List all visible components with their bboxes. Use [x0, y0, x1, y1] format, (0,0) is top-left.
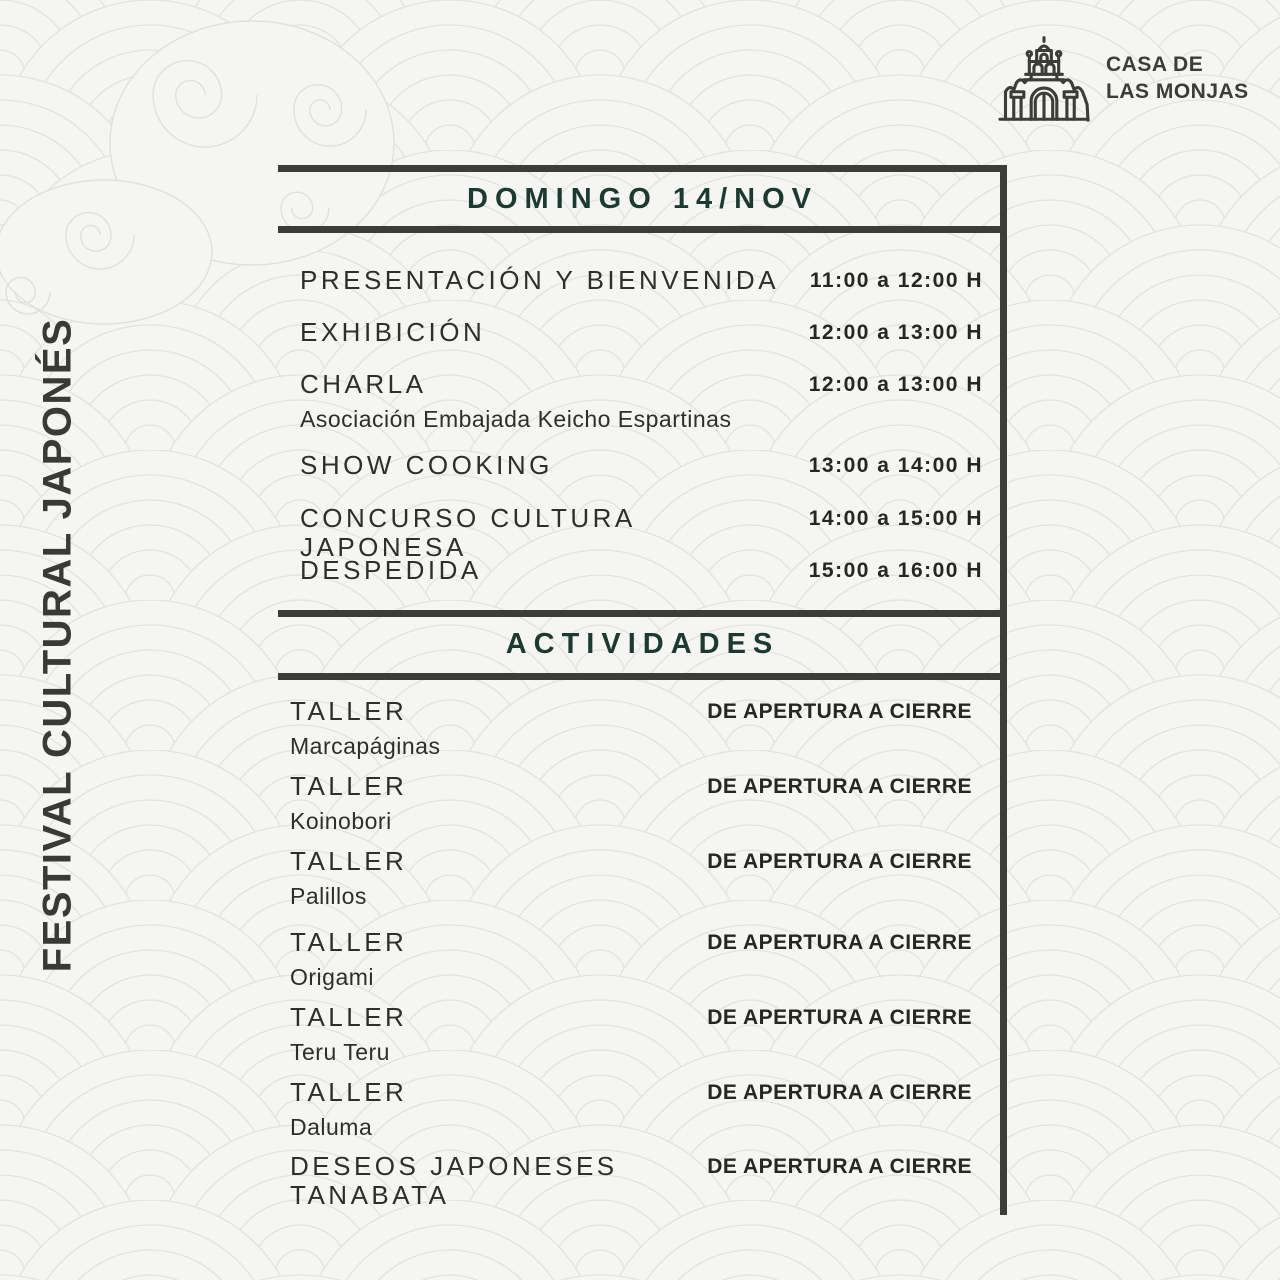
activity-subtitle: Origami [290, 963, 375, 990]
event-title: EXHIBICIÓN [300, 317, 486, 347]
activity-subtitle: Koinobori [290, 807, 392, 834]
activity-row-deseos-tanabata [290, 1152, 972, 1209]
event-time: 14:00 a 15:00 H [808, 507, 983, 530]
event-title: CONCURSO CULTURA JAPONESA [300, 503, 635, 562]
activity-title: TALLER [290, 771, 408, 801]
brand-name-line1: CASA DE [1106, 53, 1204, 76]
activity-time: DE APERTURA A CIERRE [707, 1081, 972, 1104]
event-title: SHOW COOKING [300, 450, 553, 480]
activity-time: DE APERTURA A CIERRE [707, 1006, 972, 1029]
activity-subtitle: Teru Teru [290, 1038, 390, 1065]
activity-row-daluma [290, 1078, 972, 1141]
activities-header-bottom-rule [278, 673, 1007, 680]
schedule-row-presentacion [300, 266, 983, 295]
activity-subtitle: Daluma [290, 1113, 373, 1140]
casa-de-las-monjas-building-icon [996, 34, 1092, 122]
activity-title: DESEOS JAPONESES TANABATA [290, 1151, 618, 1210]
schedule-row-charla [300, 370, 983, 433]
activity-title: TALLER [290, 1002, 408, 1032]
event-time: 12:00 a 13:00 H [808, 373, 983, 396]
schedule-header-top-rule [278, 165, 1007, 172]
activity-title: TALLER [290, 846, 408, 876]
schedule-row-concurso [300, 504, 983, 561]
schedule-row-exhibicion [300, 318, 983, 347]
activity-time: DE APERTURA A CIERRE [707, 775, 972, 798]
brand-name [1106, 51, 1249, 105]
activity-time: DE APERTURA A CIERRE [707, 931, 972, 954]
event-time: 12:00 a 13:00 H [808, 321, 983, 344]
brand-block [996, 34, 1249, 122]
activity-row-marcapaginas [290, 697, 972, 760]
brand-name-line2: LAS MONJAS [1106, 80, 1249, 103]
activity-row-koinobori [290, 772, 972, 835]
activity-title: TALLER [290, 927, 408, 957]
activity-subtitle: Marcapáginas [290, 732, 441, 759]
event-title: CHARLA [300, 369, 427, 399]
activity-row-palillos [290, 847, 972, 910]
event-time: 11:00 a 12:00 H [809, 269, 983, 292]
activity-title: TALLER [290, 696, 408, 726]
schedule-row-show-cooking [300, 451, 983, 480]
schedule-header-bottom-rule [278, 226, 1007, 233]
activities-header-top-rule [278, 610, 1007, 617]
event-subtitle: Asociación Embajada Keicho Espartinas [300, 405, 732, 432]
event-time: 15:00 a 16:00 H [808, 559, 983, 582]
right-frame-rule [1000, 165, 1007, 1215]
poster-side-title: FESTIVAL CULTURAL JAPONÉS [35, 317, 80, 973]
activity-time: DE APERTURA A CIERRE [707, 1155, 972, 1178]
event-time: 13:00 a 14:00 H [808, 454, 983, 477]
activity-subtitle: Palillos [290, 882, 367, 909]
activity-row-teru-teru [290, 1003, 972, 1066]
event-title: PRESENTACIÓN Y BIENVENIDA [300, 265, 780, 295]
activity-time: DE APERTURA A CIERRE [707, 700, 972, 723]
event-title: DESPEDIDA [300, 555, 482, 585]
activity-time: DE APERTURA A CIERRE [707, 850, 972, 873]
schedule-row-despedida [300, 556, 983, 585]
activities-section-header: ACTIVIDADES [505, 628, 780, 660]
activity-row-origami [290, 928, 972, 991]
activity-title: TALLER [290, 1077, 408, 1107]
schedule-section-header: DOMINGO 14/NOV [467, 183, 818, 215]
